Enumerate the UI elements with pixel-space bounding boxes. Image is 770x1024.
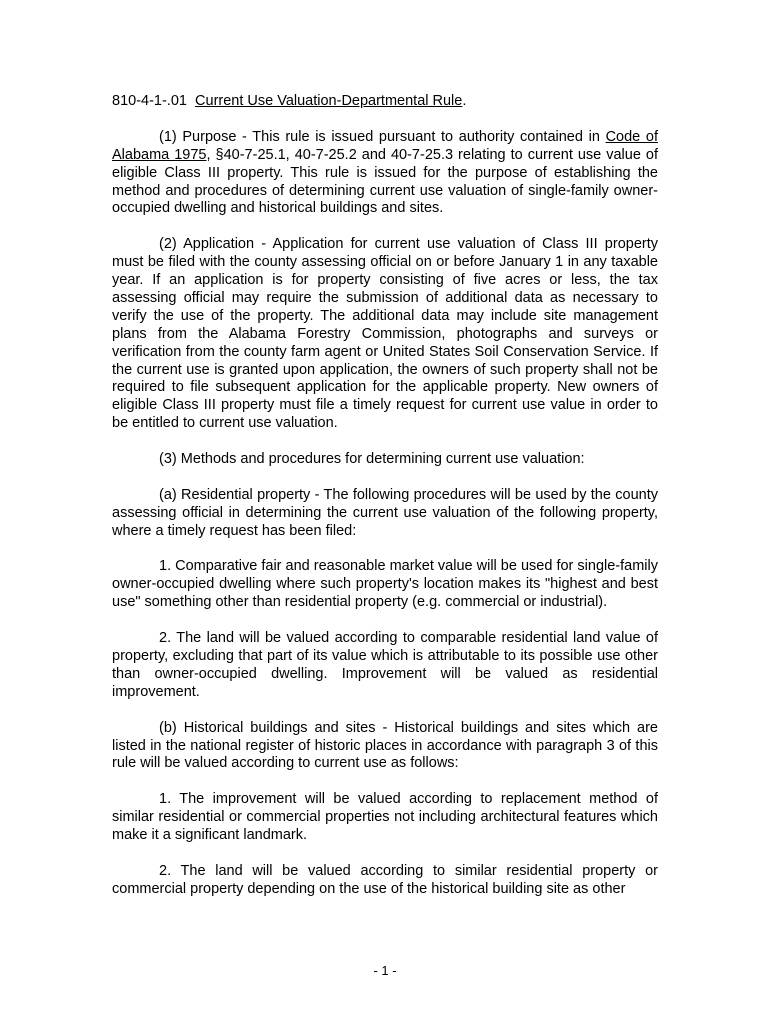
section-3b-historical: (b) Historical buildings and sites - Historical buildings and sites which are listed in the national register of historic places in accordance with paragraph 3 of this rule will be valued according to current use as follows: [112, 719, 658, 772]
rule-title: Current Use Valuation-Departmental Rule [195, 93, 463, 109]
section-1-purpose [112, 129, 658, 219]
section-1-rest: , §40-7-25.1, 40-7-25.2 and 40-7-25.3 relating to current use value of eligible Class III property. This rule is issued for the purpose of establishing the method and procedures of determining current use valuation of single-family owner-occupied dwelling and historical buildings and sites. [112, 146, 658, 217]
rule-number: 810-4-1-.01 [112, 93, 187, 109]
code-reference: Code of Alabama 1975 [112, 128, 658, 163]
section-3a-item-1: 1. Comparative fair and reasonable market value will be used for single-family owner-occupied dwelling where such property's location makes its "highest and best use" something other than residential property (e.g. commercial or industrial). [112, 558, 658, 611]
section-1-lead: (1) Purpose - This rule is issued pursuant to authority contained in [159, 128, 606, 145]
page-number: - 1 - [373, 963, 397, 978]
rule-heading [112, 93, 658, 111]
section-2-application: (2) Application - Application for current use valuation of Class III property must be filed with the county assessing official on or before January 1 in any taxable year. If an application is for property consisting of five acres or less, the tax assessing official may require the submission of additional data as necessary to verify the use of the property. The additional data may include site management plans from the Alabama Forestry Commission, photographs and surveys or verification from the county farm agent or United States Soil Conservation Service. If the current use is granted upon application, the owners of such property shall not be required to file subsequent application for the applicable property. New owners of eligible Class III property must file a timely request for current use value in order to be entitled to current use valuation. [112, 236, 658, 432]
section-3a-item-2: 2. The land will be valued according to comparable residential land value of property, excluding that part of its value which is attributable to its possible use other than owner-occupied dwelling. Improvement will be valued as residential improvement. [112, 630, 658, 700]
document-page [112, 93, 658, 899]
section-3a-residential: (a) Residential property - The following procedures will be used by the county assessing official in determining the current use valuation of the following property, where a timely request has been filed: [112, 486, 658, 539]
section-3-methods: (3) Methods and procedures for determining current use valuation: [159, 451, 585, 468]
section-3b-item-2: 2. The land will be valued according to similar residential property or commercial property depending on the use of the historical building site as other [112, 862, 658, 897]
section-3b-item-1: 1. The improvement will be valued according to replacement method of similar residential or commercial properties not including architectural features which make it a significant landmark. [112, 791, 658, 844]
rule-title-period: . [462, 93, 467, 109]
